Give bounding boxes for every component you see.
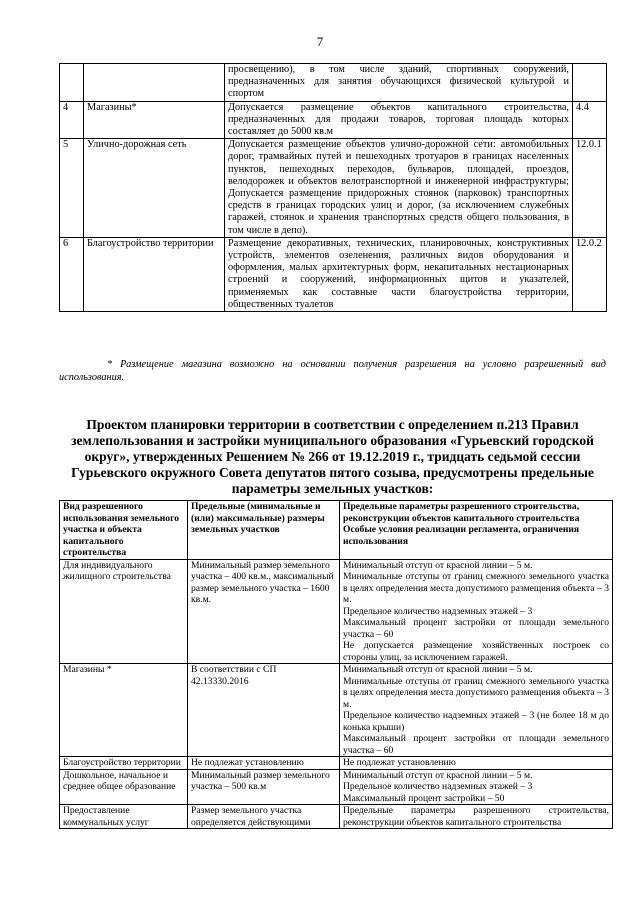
table-row xyxy=(60,101,607,139)
land-use-table-body xyxy=(60,64,607,312)
build-parameters-cell xyxy=(340,664,613,757)
row-number-cell xyxy=(60,64,84,102)
table-row xyxy=(60,237,607,311)
parameter-line: Предельное количество надземных этажей – 3 xyxy=(343,605,533,617)
use-code-cell: 12.0.2 xyxy=(573,237,607,311)
plot-size-cell: Размер земельного участка определяется действующими xyxy=(188,805,340,829)
use-name-cell xyxy=(84,64,225,102)
parameter-line: Не допускается размещение хозяйственных построек со стороны улиц, за исключением гаражей. xyxy=(343,640,609,663)
header-cell-params: Предельные параметры разрешенного строительства, реконструкции объектов капитального строительства Особые условия реализации регламента, ограничения использования xyxy=(340,501,613,560)
use-description-cell: просвещению), в том числе зданий, спортивных сооружений, предназначенных для занятия обучающихся физической культурой и спортом xyxy=(225,64,573,102)
use-name-cell: Благоустройство территории xyxy=(84,237,225,311)
use-type-cell: Магазины * xyxy=(60,664,188,757)
parameter-line: Максимальный процент застройки от площади земельного участка – 60 xyxy=(343,733,609,756)
use-description-cell: Допускается размещение объектов капитального строительства, предназначенных для продажи товаров, торговая площадь которых составляет до 5000 кв.м xyxy=(225,101,573,139)
parameter-line: Максимальный процент застройки – 50 xyxy=(343,792,505,804)
parameters-table-header xyxy=(60,501,613,560)
table-row xyxy=(60,139,607,238)
use-description-cell: Допускается размещение объектов улично-дорожной сети: автомобильных дорог, трамвайных путей и пешеходных тротуаров в границах населенных пунктов, пешеходных переходов, бульваров, площадей, проездов, велодорожек и объектов велотранспортной и инженерной инфраструктуры; Допускается размещение придорожных стоянок (парковок) транспортных средств в границах городских улиц и дорог, (за исключением служебных гаражей, стоянок и хранения транспортных средств общего пользования, в том числе в депо). xyxy=(225,139,573,238)
use-type-cell: Благоустройство территории xyxy=(60,757,188,770)
plot-size-cell: Не подлежат установлению xyxy=(188,757,340,770)
use-type-cell: Предоставление коммунальных услуг xyxy=(60,805,188,829)
row-number-cell: 5 xyxy=(60,139,84,238)
parameter-line: Предельные параметры разрешенного строительства, реконструкции объектов капитального строительства xyxy=(343,805,609,828)
parameter-line: Максимальный процент застройки от площади земельного участка – 60 xyxy=(343,617,609,640)
parameters-table-body xyxy=(60,501,613,829)
parameter-line: Предельное количество надземных этажей – 3 xyxy=(343,781,533,792)
use-name-cell: Магазины* xyxy=(84,101,225,139)
table-row xyxy=(60,64,607,102)
use-code-cell xyxy=(573,64,607,102)
row-number-cell: 4 xyxy=(60,101,84,139)
build-parameters-cell xyxy=(340,559,613,664)
parameter-line: Предельное количество надземных этажей – 3 (не более 18 м до конька крыши) xyxy=(343,710,609,733)
plot-size-cell: Минимальный размер земельного участка – 400 кв.м., максимальный размер земельного участка – 1600 кв.м. xyxy=(188,559,340,664)
land-use-table xyxy=(59,63,607,312)
table-row xyxy=(60,559,613,664)
page-number: 7 xyxy=(316,34,324,49)
use-type-cell: Для индивидуального жилищного строительства xyxy=(60,559,188,664)
parameter-line: Не подлежат установлению xyxy=(343,757,456,768)
header-cell-size: Предельные (минимальные и (или) максимальные) размеры земельных участков xyxy=(188,501,340,560)
parameter-line: Минимальный отступ от красной линии – 5 м. xyxy=(343,664,533,675)
parameter-line: Минимальные отступы от границ смежного земельного участка в целях определения места допустимого размещения объекта – 3 м. xyxy=(343,675,609,710)
use-description-cell: Размещение декоративных, технических, планировочных, конструктивных устройств, элементов озеленения, различных видов оборудования и оформления, малых архитектурных форм, некапитальных нестационарных строений и сооружений, информационных щитов и указателей, применяемых как составные части благоустройства территории, общественных туалетов xyxy=(225,237,573,311)
plot-size-cell: Минимальный размер земельного участка – 500 кв.м xyxy=(188,769,340,805)
use-type-cell: Дошкольное, начальное и среднее общее образование xyxy=(60,769,188,805)
parameter-line: Минимальный отступ от красной линии – 5 м. xyxy=(343,769,533,781)
use-name-cell: Улично-дорожная сеть xyxy=(84,139,225,238)
plot-size-cell: В соответствии с СП 42.13330.2016 xyxy=(188,664,340,757)
use-code-cell: 4.4 xyxy=(573,101,607,139)
parameters-table xyxy=(59,500,613,829)
table-row xyxy=(60,757,613,770)
footnote: * Размещение магазина возможно на основании получения разрешения на условно разрешенный вид использования. xyxy=(59,359,606,383)
section-heading: Проектом планировки территории в соответствии с определением п.213 Правил землепользования и застройки муниципального образования «Гурьевский городской округ», утвержденных Решением № 266 от 19.12.2019 г., тридцать седьмой сессии Гурьевского окружного Совета депутатов пятого созыва, предусмотрены предельные параметры земельных участков: xyxy=(71,417,594,496)
row-number-cell: 6 xyxy=(60,237,84,311)
header-cell-use: Вид разрешенного использования земельного участка и объекта капитального строительства xyxy=(60,501,188,560)
use-code-cell: 12.0.1 xyxy=(573,139,607,238)
parameter-line: Минимальные отступы от границ смежного земельного участка в целях определения места допустимого размещения объекта – 3 м. xyxy=(343,571,609,605)
parameter-line: Минимальный отступ от красной линии – 5 м. xyxy=(343,559,533,571)
build-parameters-cell xyxy=(340,769,613,805)
table-row xyxy=(60,664,613,757)
build-parameters-cell xyxy=(340,757,613,770)
table-row xyxy=(60,769,613,805)
build-parameters-cell xyxy=(340,805,613,829)
table-row xyxy=(60,805,613,829)
